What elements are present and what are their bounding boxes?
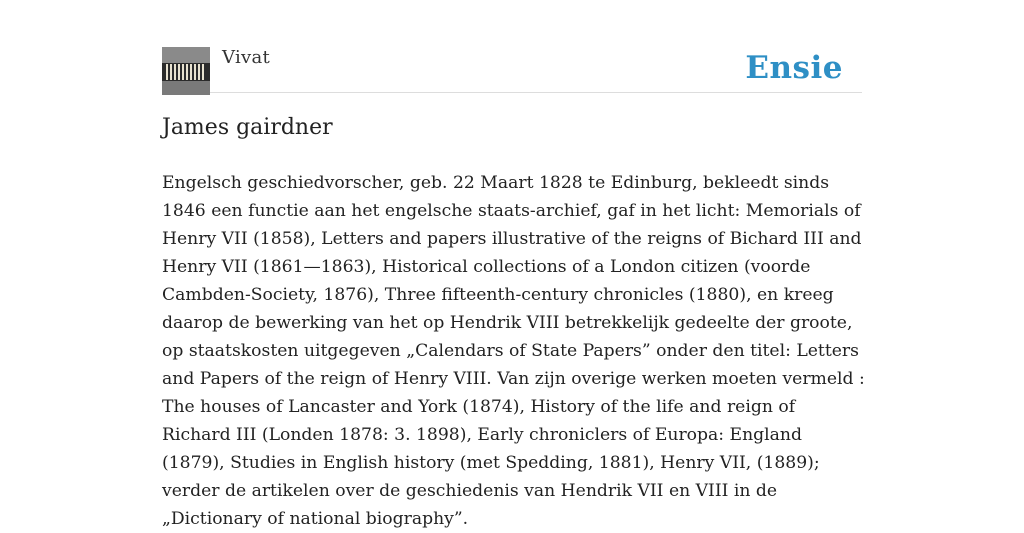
header bbox=[162, 44, 862, 93]
book-spines-icon bbox=[162, 47, 210, 95]
author-avatar[interactable] bbox=[162, 47, 210, 95]
article-body: Engelsch geschiedvorscher, geb. 22 Maart 1828 te Edinburg, bekleedt sinds 1846 een functie aan het engelsche staats-archief, gaf in het licht: Memorials of Henry VII (1858), Letters and papers illustrative of the reigns of Bichard III and Henry VII (1861—1863), Historical collections of a London citizen (voorde Cambden-Society, 1876), Three fifteenth-century chronicles (1880), en kreeg daarop de bewerking van het op Hendrik VIII betrekkelijk gedeelte der groote, op staatskosten uitgegeven „Calendars of State Papers” onder den titel: Letters and Papers of the reign of Henry VIII. Van zijn overige werken moeten vermeld : The houses of Lancaster and York (1874), History of the life and reign of Richard III (Londen 1878: 3. 1898), Early chroniclers of Europa: England (1879), Studies in English history (met Spedding, 1881), Henry VII, (1889); verder de artikelen over de geschiedenis van Hendrik VII en VIII in de „Dictionary of national biography”. bbox=[162, 173, 865, 529]
author-name[interactable]: Vivat bbox=[222, 47, 271, 68]
article-title: James gairdner bbox=[162, 115, 333, 140]
site-logo[interactable]: Ensie bbox=[745, 50, 843, 86]
